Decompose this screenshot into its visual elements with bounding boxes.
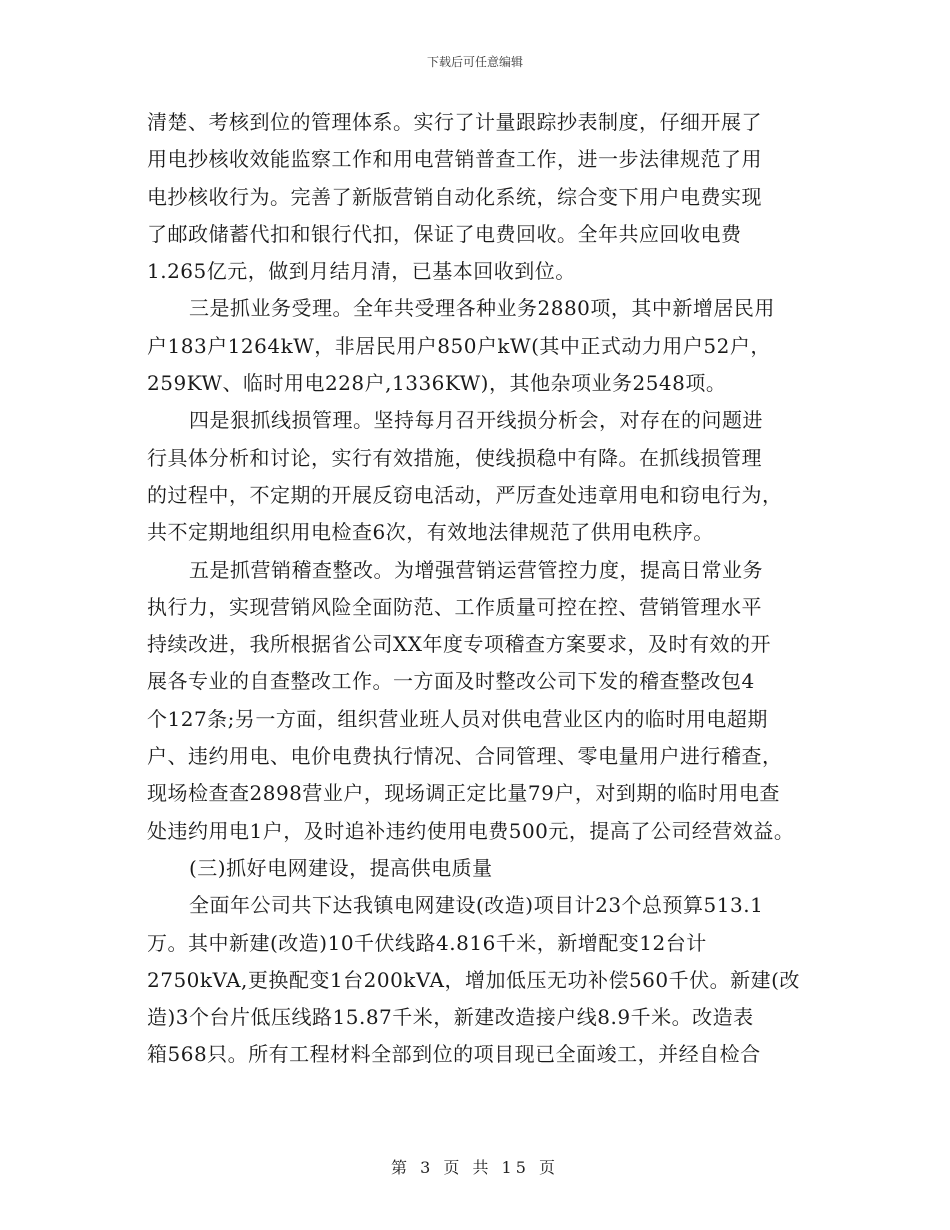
text-line: 三是抓业务受理。全年共受理各种业务2880项，其中新增居民用 [189,296,775,321]
text-line: 持续改进，我所根据省公司XX年度专项稽查方案要求，及时有效的开 [147,632,771,657]
text-line: 现场检查查2898营业户，现场调正定比量79户，对到期的临时用电查 [147,781,780,806]
text-line: 处违约用电1户，及时追补违约使用电费500元，提高了公司经营效益。 [147,818,795,843]
text-line: 万。其中新建(改造)10千伏线路4.816千米，新增配变12台计 [147,930,707,955]
text-line: 执行力，实现营销风险全面防范、工作质量可控在控、营销管理水平 [147,594,762,619]
text-line: 1.265亿元，做到月结月清，已基本回收到位。 [147,259,576,284]
text-line: 全面年公司共下达我镇电网建设(改造)项目计23个总预算513.1 [189,893,764,918]
text-line: 2750kVA,更换配变1台200kVA，增加低压无功补偿560千伏。新建(改 [147,967,800,992]
text-line: 用电抄核收效能监察工作和用电营销普查工作，进一步法律规范了用 [147,147,762,172]
text-line: 五是抓营销稽查整改。为增强营销运营管控力度，提高日常业务 [189,557,763,582]
text-line: 共不定期地组织用电检查6次，有效地法律规范了供用电秩序。 [147,520,714,545]
text-line: 个127条;另一方面，组织营业班人员对供电营业区内的临时用电超期 [147,706,768,731]
text-line: 展各专业的自查整改工作。一方面及时整改公司下发的稽查整改包4 [147,669,755,694]
text-line: 清楚、考核到位的管理体系。实行了计量跟踪抄表制度，仔细开展了 [147,110,762,134]
text-line: 箱568只。所有工程材料全部到位的项目现已全面竣工，并经自检合 [147,1042,761,1067]
text-line: 了邮政储蓄代扣和银行代扣，保证了电费回收。全年共应回收电费 [147,221,742,246]
text-line: 电抄核收行为。完善了新版营销自动化系统，综合变下用户电费实现 [147,184,762,209]
text-line: 四是狠抓线损管理。坚持每月召开线损分析会，对存在的问题进 [189,408,763,433]
text-line: 户、违约用电、电价电费执行情况、合同管理、零电量用户进行稽查， [147,744,783,769]
text-line: 行具体分析和讨论，实行有效措施，使线损稳中有降。在抓线损管理 [147,445,762,470]
text-line: 的过程中，不定期的开展反窃电活动，严厉查处违章用电和窃电行为， [147,482,783,507]
text-line: 造)3个台片低压线路15.87千米，新建改造接户线8.9千米。改造表 [147,1005,754,1030]
text-line: (三)抓好电网建设，提高供电质量 [189,855,493,880]
page-header: 下载后可任意编辑 [426,55,523,69]
page-footer: 第 3 页 共 15 页 [391,1158,559,1177]
text-line: 户183户1264kW，非居民用户850户kW(其中正式动力用户52户， [147,333,771,358]
text-line: 259KW、临时用电228户,1336KW)，其他杂项业务2548项。 [147,371,727,396]
document-body [147,104,837,1074]
